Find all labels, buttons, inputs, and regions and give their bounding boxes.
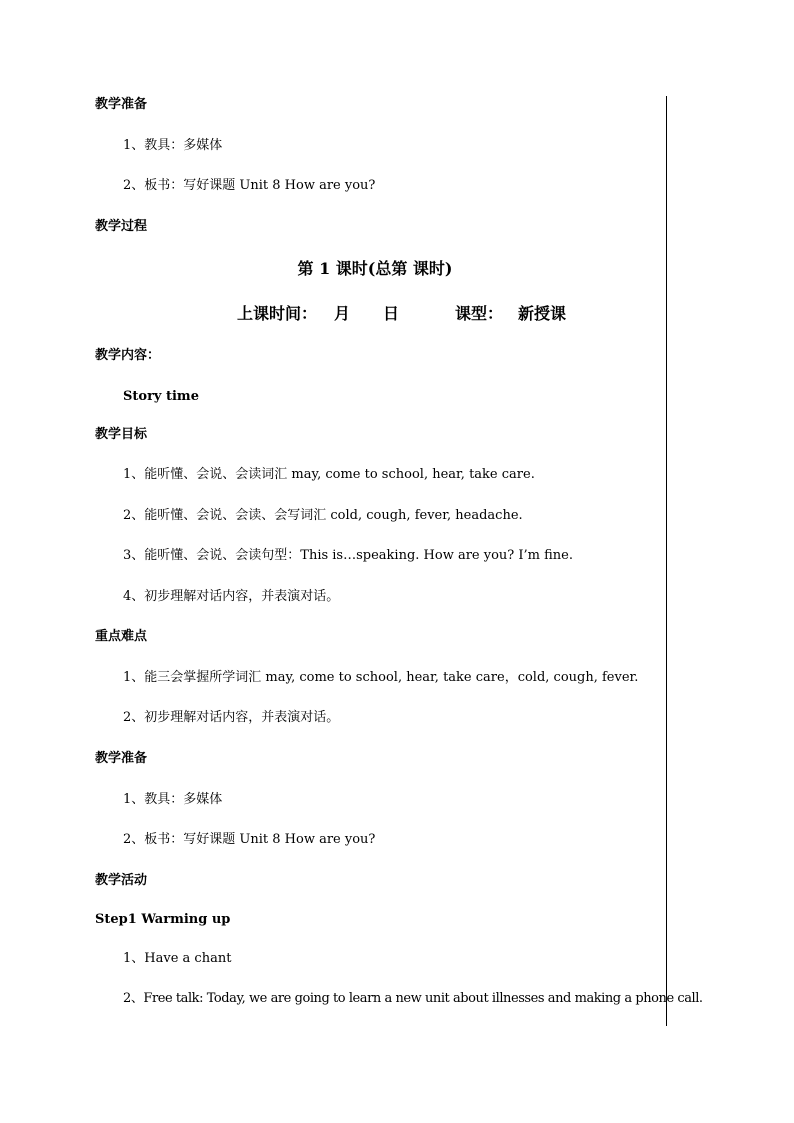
section-heading-key-points: 重点难点 <box>95 629 148 644</box>
section-heading-content: 教学内容： <box>95 348 161 363</box>
section-heading-prep-2: 教学准备 <box>95 751 148 766</box>
activity-item: 1、Have a chant <box>123 951 232 966</box>
section-heading-activities: 教学活动 <box>95 873 148 888</box>
activity-item: 2、Free talk: Today, we are going to learn a new unit about illnesses and making a phone call. <box>123 991 703 1006</box>
right-margin-rule <box>666 96 667 1026</box>
goal-item: 1、能听懂、会说、会读词汇 may, come to school, hear, take care. <box>123 467 535 482</box>
step-1-heading: Step1 Warming up <box>95 912 231 927</box>
lesson-day: 日 <box>383 304 400 323</box>
prep-2-item-tools: 1、教具：多媒体 <box>123 792 223 807</box>
key-point-item: 1、能三会掌握所学词汇 may, come to school, hear, take care，cold, cough, fever. <box>123 670 639 685</box>
prep-1-item-tools: 1、教具：多媒体 <box>123 138 223 153</box>
content-value: Story time <box>123 389 199 404</box>
key-point-item: 2、初步理解对话内容，并表演对话。 <box>123 710 340 725</box>
lesson-title: 第 1 课时(总第 课时) <box>297 259 453 278</box>
lesson-type-label: 课型： <box>455 304 504 323</box>
lesson-type-value: 新授课 <box>518 304 567 323</box>
lesson-month: 月 <box>334 304 351 323</box>
goal-item: 4、初步理解对话内容，并表演对话。 <box>123 589 340 604</box>
goal-item: 2、能听懂、会说、会读、会写词汇 cold, cough, fever, headache. <box>123 508 523 523</box>
section-heading-prep-1: 教学准备 <box>95 97 148 112</box>
prep-1-item-board: 2、板书：写好课题 Unit 8 How are you? <box>123 178 376 193</box>
goal-item: 3、能听懂、会说、会读句型：This is…speaking. How are you? I’m fine. <box>123 548 573 563</box>
section-heading-goals: 教学目标 <box>95 427 148 442</box>
section-heading-process: 教学过程 <box>95 219 148 234</box>
prep-2-item-board: 2、板书：写好课题 Unit 8 How are you? <box>123 832 376 847</box>
lesson-time-label: 上课时间： <box>237 304 318 323</box>
